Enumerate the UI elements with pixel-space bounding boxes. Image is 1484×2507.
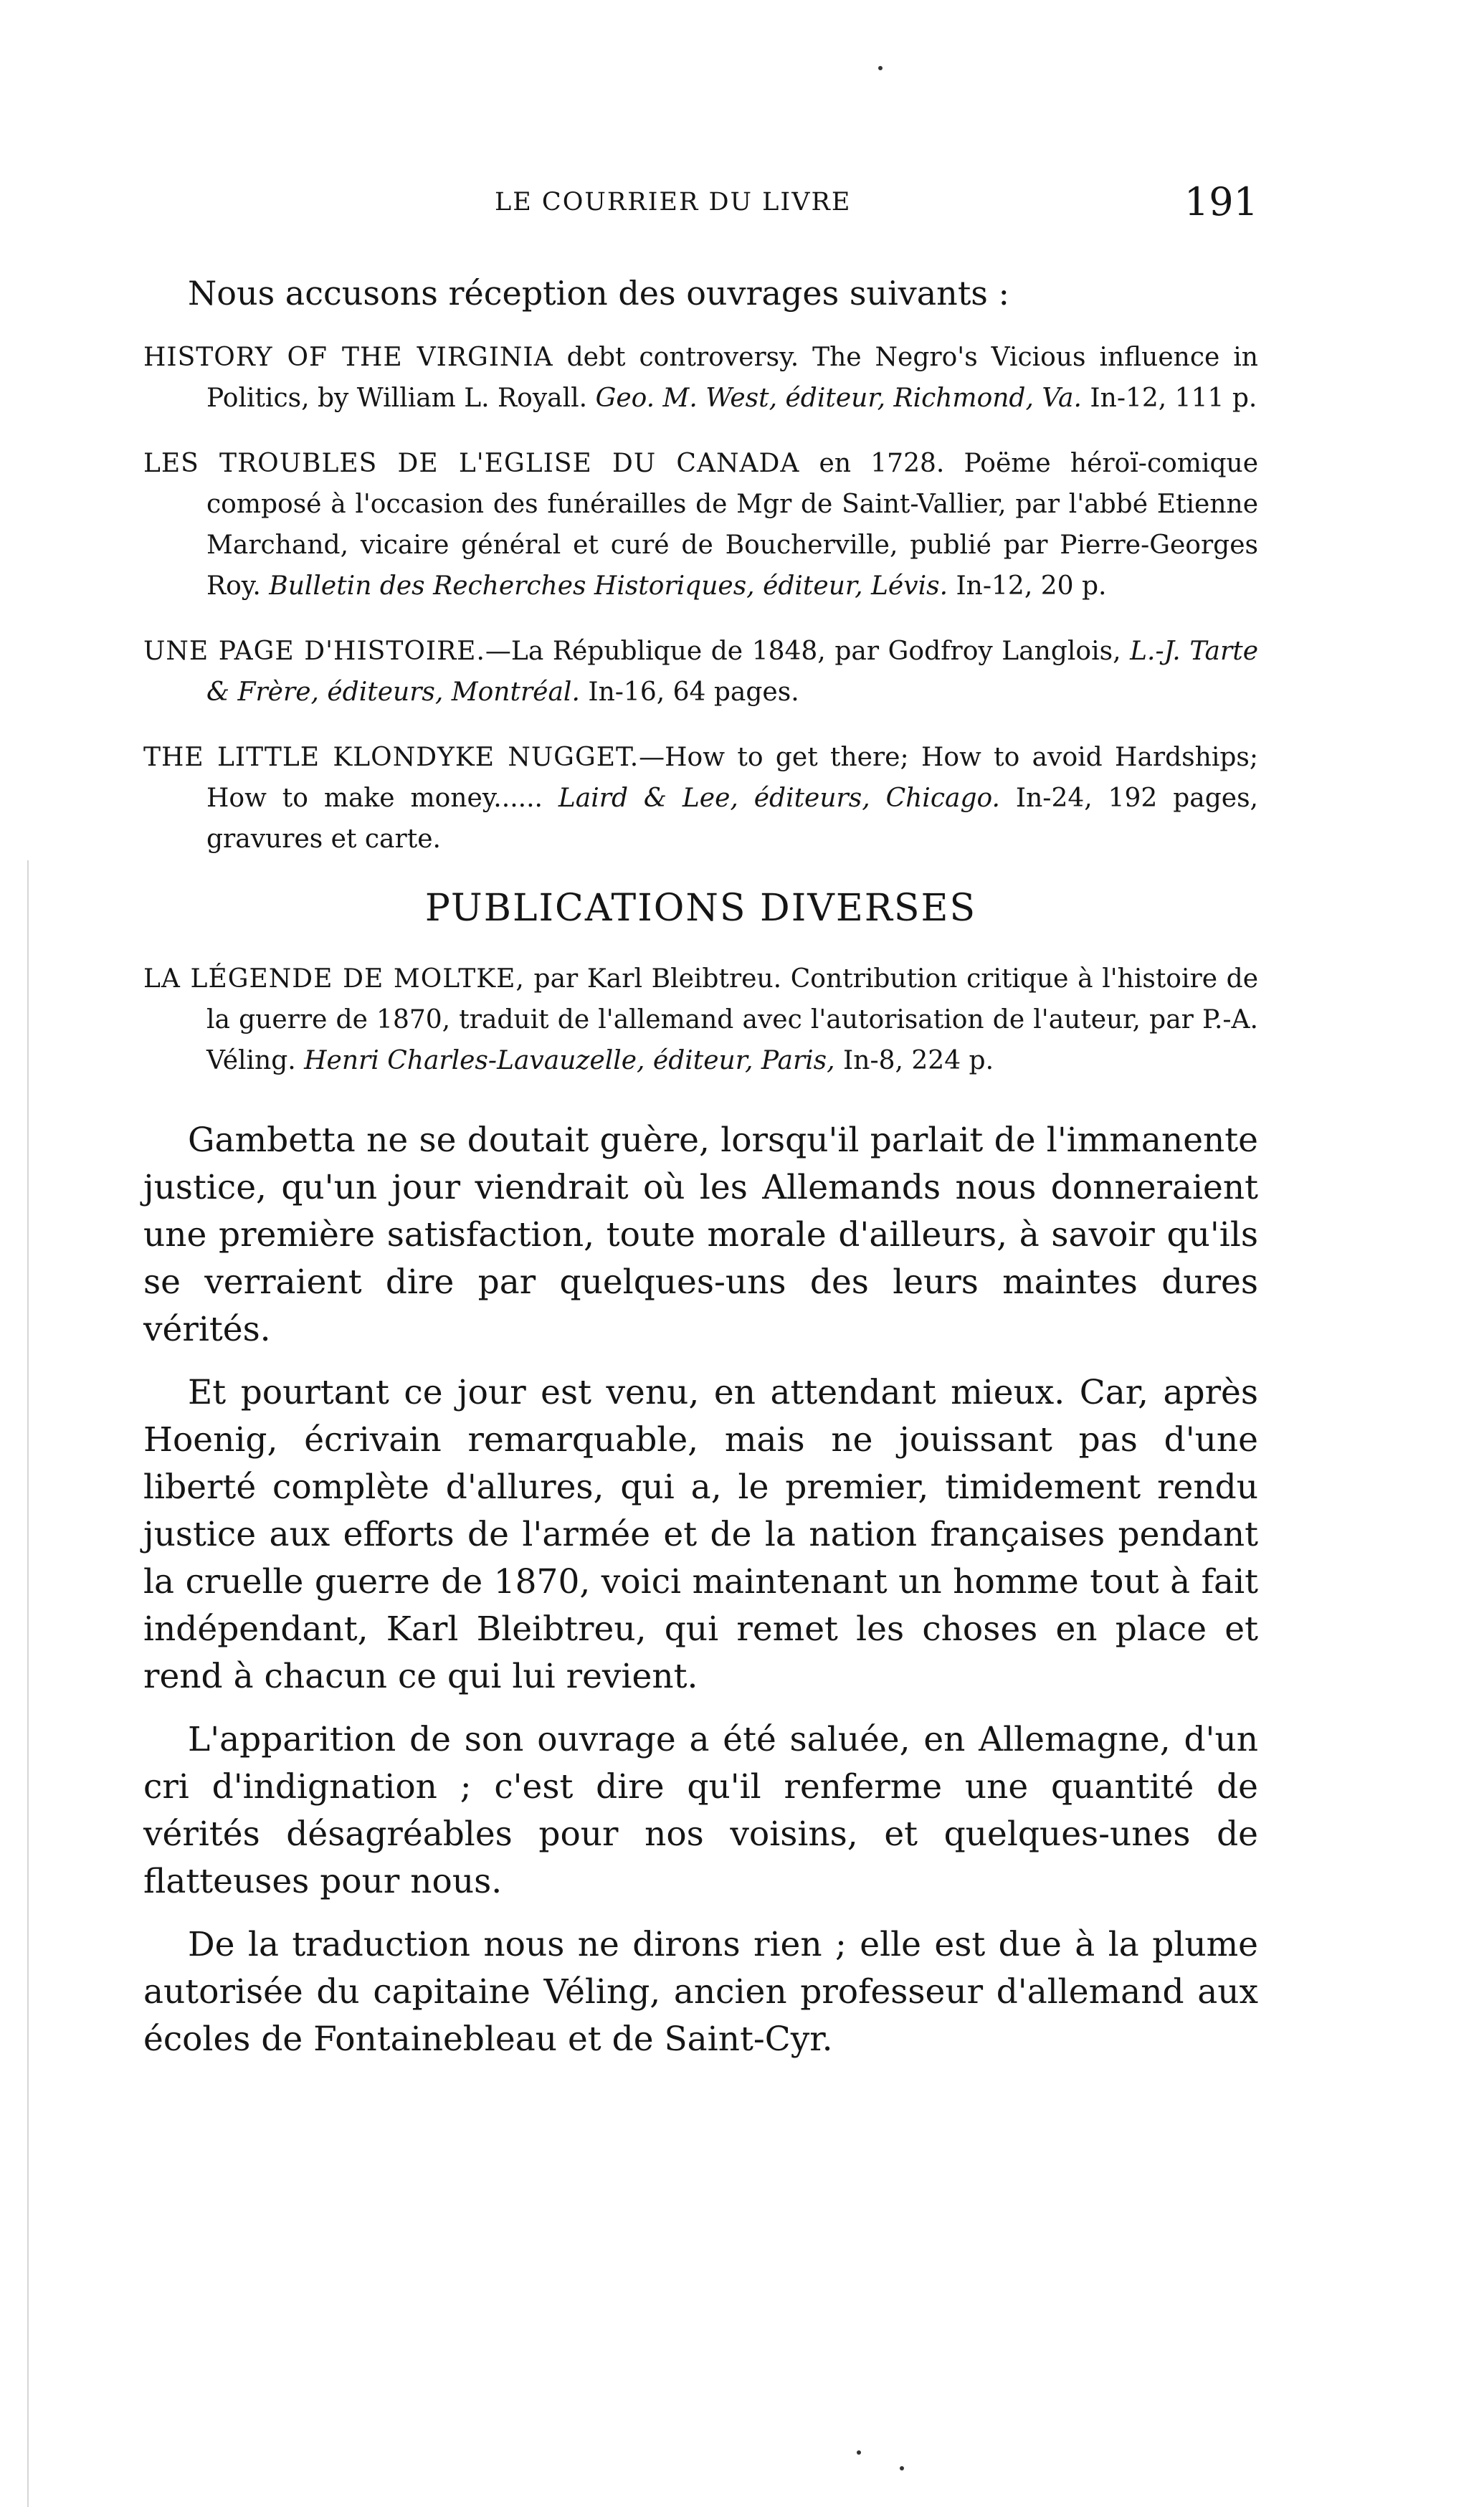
- entry-publisher: Bulletin des Recherches Historiques, éditeur, Lévis.: [269, 571, 948, 601]
- running-head: [143, 179, 1258, 231]
- diverses-list: [143, 958, 1258, 1081]
- entry-title: UNE PAGE D'HISTOIRE.: [143, 636, 485, 666]
- entry-format: In-8, 224 p.: [834, 1045, 994, 1075]
- entry-text: en 1728. Poëme héroï-comique composé à l'occasion des funérailles de Mgr de Saint-Vallier, par l'abbé Etienne Marchand, vicaire général et curé de Boucherville, publié par Pierre-Georges Roy.: [206, 448, 1258, 601]
- ink-speck: [857, 2450, 861, 2455]
- diverses-entry: [143, 958, 1258, 1081]
- received-entry: [143, 737, 1258, 860]
- received-intro: Nous accusons réception des ouvrages suivants :: [188, 274, 1010, 313]
- received-entry: [143, 443, 1258, 606]
- entry-title: HISTORY OF THE VIRGINIA: [143, 342, 553, 372]
- received-entry: [143, 337, 1258, 419]
- received-list: [143, 337, 1258, 860]
- entry-publisher: Geo. M. West, éditeur, Richmond, Va.: [595, 383, 1082, 413]
- ink-speck: [878, 66, 883, 70]
- entry-title: THE LITTLE KLONDYKE NUGGET.: [143, 742, 639, 772]
- entry-text: debt controversy. The Negro's Vicious influence in Politics, by William L. Royall.: [206, 342, 1258, 413]
- entry-text: par Karl Bleibtreu. Contribution critique à l'histoire de la guerre de 1870, traduit de l'allemand avec l'autorisation de l'auteur, par P.-A. Véling.: [206, 964, 1259, 1075]
- body-paragraph: De la traduction nous ne dirons rien ; elle est due à la plume autorisée du capitaine Véling, ancien professeur d'allemand aux écoles de Fontainebleau et de Saint-Cyr.: [143, 1924, 1258, 2059]
- body-paragraph: Et pourtant ce jour est venu, en attendant mieux. Car, après Hoenig, écrivain remarquable, mais ne jouissant pas d'une liberté complète d'allures, qui a, le premier, timidement rendu justice aux efforts de l'armée et de la nation françaises pendant la cruelle guerre de 1870, voici maintenant un homme tout à fait indépendant, Karl Bleibtreu, qui remet les choses en place et rend à chacun ce qui lui revient.: [143, 1372, 1258, 1696]
- entry-publisher: Henri Charles-Lavauzelle, éditeur, Paris,: [304, 1045, 835, 1075]
- scan-edge-shadow: [27, 860, 29, 2507]
- entry-publisher: Laird & Lee, éditeurs, Chicago.: [558, 783, 1000, 813]
- ink-speck: [900, 2466, 904, 2470]
- body-text: [143, 1117, 1258, 2063]
- entry-text: —La République de 1848, par Godfroy Langlois,: [485, 636, 1131, 666]
- running-title: LE COURRIER DU LIVRE: [495, 188, 852, 217]
- entry-text: —How to get there; How to avoid Hardships; How to make money......: [206, 742, 1258, 813]
- entry-publisher: L.-J. Tarte & Frère, éditeurs, Montréal.: [206, 636, 1259, 707]
- entry-format: In-16, 64 pages.: [579, 677, 799, 707]
- entry-title: LES TROUBLES DE L'EGLISE DU CANADA: [143, 448, 800, 478]
- page-content: [143, 272, 1258, 2079]
- body-paragraph: L'apparition de son ouvrage a été saluée, en Allemagne, d'un cri d'indignation ; c'est dire qu'il renferme une quantité de vérités désagréables pour nos voisins, et quelques-unes de flatteuses pour nous.: [143, 1719, 1258, 1901]
- section-heading: PUBLICATIONS DIVERSES: [424, 886, 977, 930]
- body-paragraph: Gambetta ne se doutait guère, lorsqu'il parlait de l'immanente justice, qu'un jour viendrait où les Allemands nous donneraient une première satisfaction, toute morale d'ailleurs, à savoir qu'ils se verraient dire par quelques-uns des leurs maintes dures vérités.: [143, 1120, 1258, 1349]
- entry-title: LA LÉGENDE DE MOLTKE,: [143, 964, 525, 994]
- received-entry: [143, 631, 1258, 713]
- entry-format: In-24, 192 pages, gravures et carte.: [206, 783, 1259, 854]
- entry-format: In-12, 111 p.: [1081, 383, 1257, 413]
- page-number: 191: [1184, 179, 1258, 224]
- entry-format: In-12, 20 p.: [948, 571, 1107, 601]
